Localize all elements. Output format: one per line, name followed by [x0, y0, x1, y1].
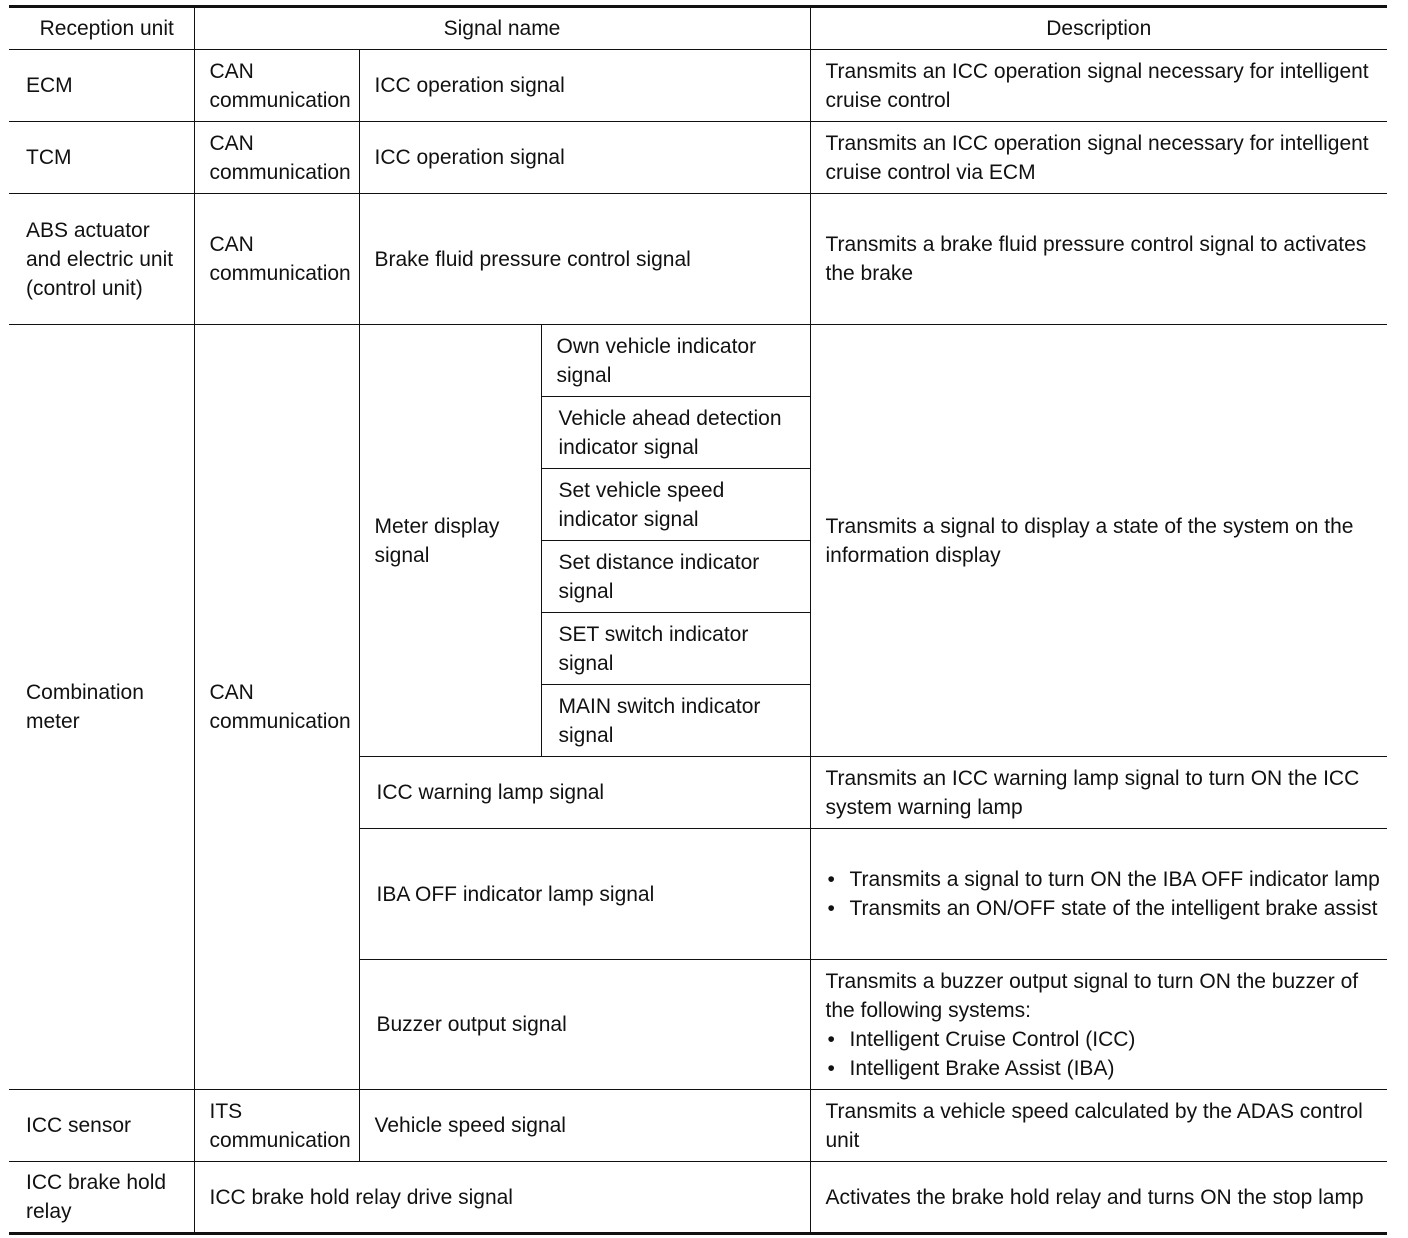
- table-row-tcm: [9, 122, 1387, 194]
- table-row-ecm: [9, 50, 1387, 122]
- header-signal-name: Signal name: [194, 7, 810, 50]
- description-cell: Transmits an ICC warning lamp signal to turn ON the ICC system warning lamp: [810, 757, 1387, 829]
- sub-signal-cell: Set distance indicator signal: [541, 541, 810, 613]
- signal-name-cell: ICC operation signal: [359, 122, 810, 194]
- bullet-list: [826, 865, 1382, 923]
- bullet-list: [826, 1025, 1382, 1083]
- bullet-item: • Transmits a signal to turn ON the IBA OFF indicator lamp: [826, 865, 1382, 894]
- description-cell: Activates the brake hold relay and turns ON the stop lamp: [810, 1162, 1387, 1234]
- description-cell: Transmits an ICC operation signal necessary for intelligent cruise control: [810, 50, 1387, 122]
- sub-signal-cell: Set vehicle speed indicator signal: [541, 469, 810, 541]
- signal-name-cell: Brake fluid pressure control signal: [359, 194, 810, 325]
- header-row: [9, 7, 1387, 50]
- communication-cell: CAN communication: [194, 325, 359, 1090]
- reception-unit-cell: Combination meter: [9, 325, 194, 1090]
- reception-unit-cell: ABS actuator and electric unit (control unit): [9, 194, 194, 325]
- description-intro: Transmits a buzzer output signal to turn ON the buzzer of the following systems:: [825, 969, 1359, 1022]
- reception-unit-cell: ICC sensor: [9, 1090, 194, 1162]
- signal-name-cell: ICC operation signal: [359, 50, 810, 122]
- description-cell: [810, 960, 1387, 1090]
- communication-cell: ITS communication: [194, 1090, 359, 1162]
- description-cell: Transmits a signal to display a state of the system on the information display: [810, 325, 1387, 757]
- reception-unit-cell: TCM: [9, 122, 194, 194]
- table-row-abs: [9, 194, 1387, 325]
- signal-name-cell: Vehicle speed signal: [359, 1090, 810, 1162]
- sub-signal-cell: Vehicle ahead detection indicator signal: [541, 397, 810, 469]
- description-cell: Transmits an ICC operation signal necessary for intelligent cruise control via ECM: [810, 122, 1387, 194]
- signal-name-cell: ICC brake hold relay drive signal: [194, 1162, 810, 1234]
- signal-name-cell: Buzzer output signal: [359, 960, 810, 1090]
- communication-cell: CAN communication: [194, 194, 359, 325]
- communication-cell: CAN communication: [194, 50, 359, 122]
- signal-name-cell: IBA OFF indicator lamp signal: [359, 829, 810, 960]
- communication-cell: CAN communication: [194, 122, 359, 194]
- signal-name-cell: ICC warning lamp signal: [359, 757, 810, 829]
- bullet-item: • Intelligent Brake Assist (IBA): [826, 1054, 1382, 1083]
- header-description: Description: [810, 7, 1387, 50]
- table-row-brake-hold: [9, 1162, 1387, 1234]
- reception-unit-cell: ICC brake hold relay: [9, 1162, 194, 1234]
- bullet-item: • Transmits an ON/OFF state of the intelligent brake assist: [826, 894, 1382, 923]
- header-reception-unit: Reception unit: [9, 7, 194, 50]
- sub-signal-cell: SET switch indicator signal: [541, 613, 810, 685]
- description-cell: Transmits a vehicle speed calculated by the ADAS control unit: [810, 1090, 1387, 1162]
- bullet-item: • Intelligent Cruise Control (ICC): [826, 1025, 1382, 1054]
- table-row-icc-sensor: [9, 1090, 1387, 1162]
- description-cell: [810, 829, 1387, 960]
- table-row-combination-meter: [9, 325, 1387, 397]
- sub-signal-cell: MAIN switch indicator signal: [541, 685, 810, 757]
- meter-display-signal-cell: Meter display signal: [359, 325, 541, 757]
- signal-spec-table: [9, 5, 1387, 1235]
- description-cell: Transmits a brake fluid pressure control signal to activates the brake: [810, 194, 1387, 325]
- sub-signal-cell: Own vehicle indicator signal: [541, 325, 810, 397]
- reception-unit-cell: ECM: [9, 50, 194, 122]
